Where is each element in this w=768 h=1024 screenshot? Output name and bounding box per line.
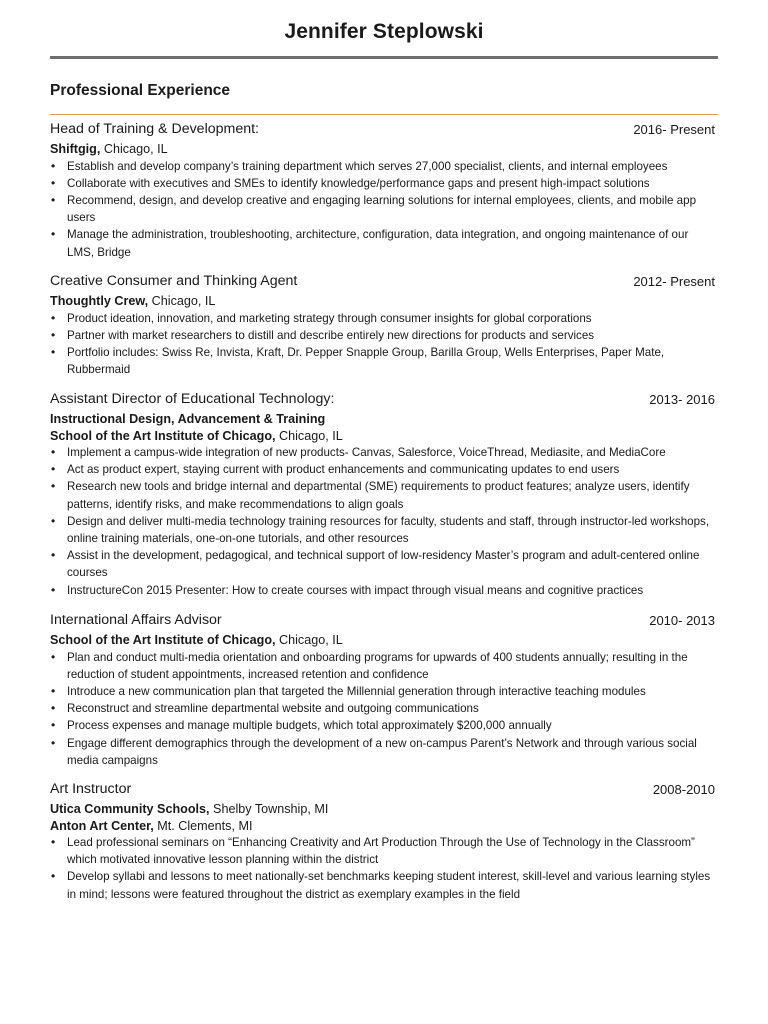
bullet-item: • Assist in the development, pedagogical, and technical support of low-residency Master’s program and adult-centered online courses bbox=[50, 547, 715, 581]
job-bullets bbox=[50, 444, 715, 599]
bullet-item: • Recommend, design, and develop creative and engaging learning solutions for internal employees, clients, and mobile app users bbox=[50, 192, 715, 226]
job-org bbox=[50, 141, 715, 158]
bullet-item: • Act as product expert, staying current with product enhancements and communicating updates to end users bbox=[50, 461, 715, 478]
org-name: Shiftgig, bbox=[50, 142, 101, 156]
job-entry bbox=[50, 121, 715, 261]
job-org bbox=[50, 632, 715, 649]
org-location: Shelby Township, MI bbox=[209, 802, 329, 816]
org-name: School of the Art Institute of Chicago, bbox=[50, 428, 276, 443]
job-title: Head of Training & Development: bbox=[50, 121, 259, 137]
bullet-item: • Process expenses and manage multiple budgets, which total approximately $200,000 annually bbox=[50, 717, 715, 734]
org-name: Utica Community Schools, bbox=[50, 802, 210, 816]
job-title: Art Instructor bbox=[50, 781, 132, 797]
bullet-item: • Research new tools and bridge internal and departmental (SME) requirements to product features; analyze users, identify patterns, identify risks, and make recommendations to align goals bbox=[50, 478, 715, 512]
bullet-item: • Collaborate with executives and SMEs to identify knowledge/performance gaps and present high-impact solutions bbox=[50, 175, 715, 192]
job-bullets bbox=[50, 649, 715, 769]
bullet-item: • Establish and develop company’s training department which serves 27,000 specialist, clients, and internal employees bbox=[50, 158, 715, 175]
job-title: Assistant Director of Educational Technology: bbox=[50, 391, 335, 407]
job-date: 2016- Present bbox=[633, 122, 715, 137]
job-entry bbox=[50, 781, 715, 903]
job-date: 2013- 2016 bbox=[649, 392, 715, 407]
bullet-item: • Reconstruct and streamline departmental website and outgoing communications bbox=[50, 700, 715, 717]
section-title: Professional Experience bbox=[50, 82, 231, 99]
bullet-item: • Manage the administration, troubleshooting, architecture, configuration, data integration, and ongoing maintenance of our LMS, Bridge bbox=[50, 226, 715, 260]
bullet-item: • Develop syllabi and lessons to meet nationally-set benchmarks keeping student interest, skill-level and various learning styles in mind; lessons were featured throughout the district as exemplary examples in the field bbox=[50, 868, 715, 902]
section-divider bbox=[50, 114, 718, 115]
job-entry bbox=[50, 273, 715, 378]
bullet-item: • Portfolio includes: Swiss Re, Invista, Kraft, Dr. Pepper Snapple Group, Barilla Group, Wells Enterprises, Paper Mate, Rubbermaid bbox=[50, 344, 715, 378]
job-date: 2012- Present bbox=[633, 274, 715, 289]
bullet-item: • Partner with market researchers to distill and describe entirely new directions for products and services bbox=[50, 327, 715, 344]
bullet-item: • Introduce a new communication plan that targeted the Millennial generation through interactive teaching modules bbox=[50, 683, 715, 700]
candidate-name: Jennifer Steplowski bbox=[284, 20, 484, 43]
job-org bbox=[50, 818, 715, 835]
job-bullets bbox=[50, 158, 715, 261]
bullet-item: • Design and deliver multi-media technology training resources for faculty, students and staff, through instructor-led workshops, online training materials, one-on-one tutorials, and other resources bbox=[50, 513, 715, 547]
job-org bbox=[50, 428, 715, 445]
bullet-item: • Engage different demographics through the development of a new on-campus Parent’s Network and through various social media campaigns bbox=[50, 735, 715, 769]
job-title: International Affairs Advisor bbox=[50, 612, 222, 628]
bullet-item: • Lead professional seminars on “Enhancing Creativity and Art Production Through the Use of Technology in the Classroom” which motivated innovative lesson planning within the district bbox=[50, 834, 715, 868]
bullet-item: • Implement a campus-wide integration of new products- Canvas, Salesforce, VoiceThread, Mediasite, and MediaCore bbox=[50, 444, 715, 461]
job-org bbox=[50, 293, 715, 310]
job-subtitle: Instructional Design, Advancement & Training bbox=[50, 412, 326, 426]
job-date: 2010- 2013 bbox=[649, 613, 715, 628]
job-date: 2008-2010 bbox=[652, 782, 715, 797]
job-bullets bbox=[50, 310, 715, 379]
job-entry bbox=[50, 391, 715, 599]
org-name: School of the Art Institute of Chicago, bbox=[50, 633, 276, 647]
bullet-item: • Plan and conduct multi-media orientation and onboarding programs for upwards of 400 students annually; resulting in the reduction of student appointments, increased retention and confidence bbox=[50, 649, 715, 683]
org-location: Chicago, IL bbox=[275, 633, 343, 647]
org-name: Anton Art Center, bbox=[50, 818, 154, 833]
org-location: Chicago, IL bbox=[100, 142, 168, 156]
bullet-item: • Product ideation, innovation, and marketing strategy through consumer insights for global corporations bbox=[50, 310, 715, 327]
job-title: Creative Consumer and Thinking Agent bbox=[50, 273, 298, 289]
job-bullets bbox=[50, 834, 715, 903]
bullet-item: • InstructureCon 2015 Presenter: How to create courses with impact through visual means and cognitive practices bbox=[50, 582, 715, 599]
header-divider bbox=[50, 56, 718, 59]
org-name: Thoughtly Crew, bbox=[50, 294, 149, 308]
org-location: Mt. Clements, MI bbox=[153, 818, 253, 833]
org-location: Chicago, IL bbox=[148, 294, 216, 308]
org-location: Chicago, IL bbox=[275, 428, 343, 443]
job-entry bbox=[50, 612, 715, 769]
job-org bbox=[50, 801, 715, 818]
